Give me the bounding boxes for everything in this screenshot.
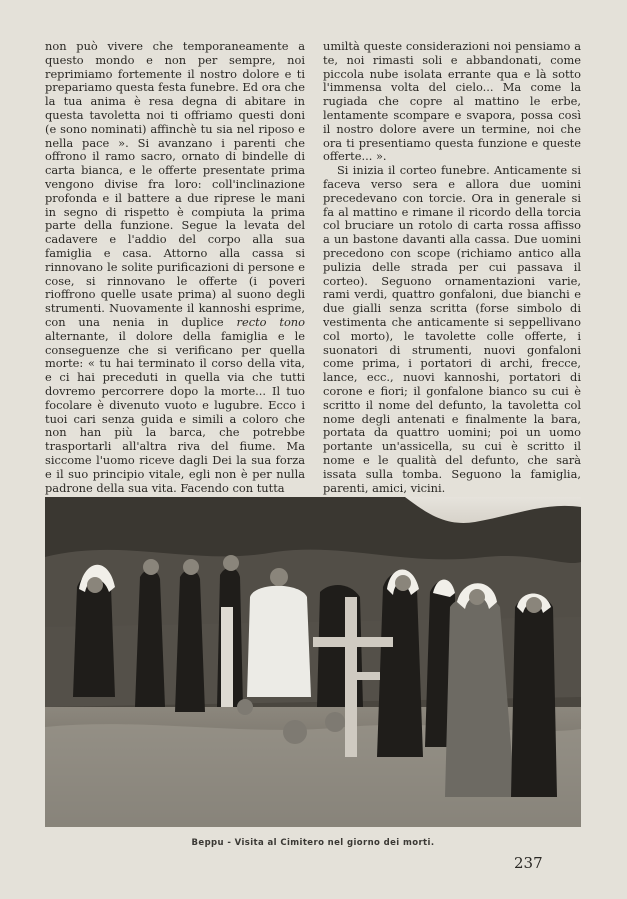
page-number: 237 bbox=[514, 854, 543, 872]
photo-caption: Beppu - Visita al Cimitero nel giorno dei morti. bbox=[191, 838, 435, 848]
left-paragraph-text-2: alternante, il dolore della famiglia e le conseguenze che si verificano per quella morte: « tu hai terminato il corso della vita, e ci hai preceduti in quella via che tutti dovremo percorrere dopo la morte... Il tuo focolare è divenuto vuoto e lugubre. Ecco i tuoi cari senza guida e simili a coloro che non han più la barca, che potrebbe trasportarli all'altra riva del fiume. Ma siccome l'uomo riceve dagli Dei la sua forza e il suo principio vitale, egli non è per nulla padrone della sua vita. Facendo con tutta bbox=[45, 328, 305, 495]
cemetery-photo bbox=[45, 497, 581, 827]
right-paragraph-2: Si inizia il corteo funebre. Anticamente si faceva verso sera e allora due uomini precedevano con torcie. Ora in generale si fa al mattino e rimane il ricordo della torcia col bruciare un rotolo di carta rossa affisso a un bastone davanti alla cassa. Due uomini precedono con scope (richiamo antico alla pulizia delle strada per cui passava il corteo). Seguono ornamentazioni varie, rami verdi, quattro gonfaloni, due bianchi e due gialli senza scritta (forse simbolo di vestimenta che anticamente si seppellivano col morto), le tavolette colle offerte, i suonatori di strumenti, nuovi gonfaloni come prima, i portatori di archi, frecce, lance, ecc., nuovi kannoshi, portatori di corone e fiori; il gonfalone bianco su cui è scritto il nome del defunto, la tavoletta col nome degli antenati e finalmente la bara, portata da quattro uomini; poi un uomo portante un'assicella, su cui è scritto il nome e le qualità del defunto, che sarà issata sulla tomba. Seguono la famiglia, parenti, amici, vicini. bbox=[323, 163, 581, 495]
left-paragraph-text-1: non può vivere che temporaneamente a questo mondo e non per sempre, noi reprimiamo fortemente il nostro dolore e ti prepariamo questa festa funebre. Ed ora che la tua anima è resa degna di abitare in questa tavoletta noi ti offriamo questi doni (e sono nominati) affinchè tu sia nel riposo e nella pace ». Si avanzano i parenti che offrono il ramo sacro, ornato di bindelle di carta bianca, e le offerte presentate prima vengono divise fra loro: coll'inclinazione profonda e il battere a due riprese le mani in segno di rispetto è compiuta la prima parte della funzione. Segue la levata del cadavere e l'addio del corpo alla sua famiglia e casa. Attorno alla cassa si rinnovano le solite purificazioni di persone e cose, si rinnovano le offerte (i poveri rioffrono quelle usate prima) al suono degli strumenti. Nuovamente il kannoshi esprime, con una nenia in duplice bbox=[45, 39, 305, 329]
right-text-column bbox=[323, 40, 581, 495]
right-paragraph-1: umiltà queste considerazioni noi pensiamo a te, noi rimasti soli e abbandonati, come piccola nube isolata errante qua e là sotto l'immensa volta del cielo... Ma come la rugiada che copre al mattino le erbe, lentamente scompare e svapora, possa così il nostro dolore avere un termine, noi che ora ti presentiamo questa funzione e queste offerte... ». bbox=[323, 39, 581, 164]
left-text-column bbox=[45, 40, 305, 495]
left-paragraph bbox=[45, 40, 305, 495]
left-paragraph-italic: recto tono bbox=[236, 314, 306, 329]
